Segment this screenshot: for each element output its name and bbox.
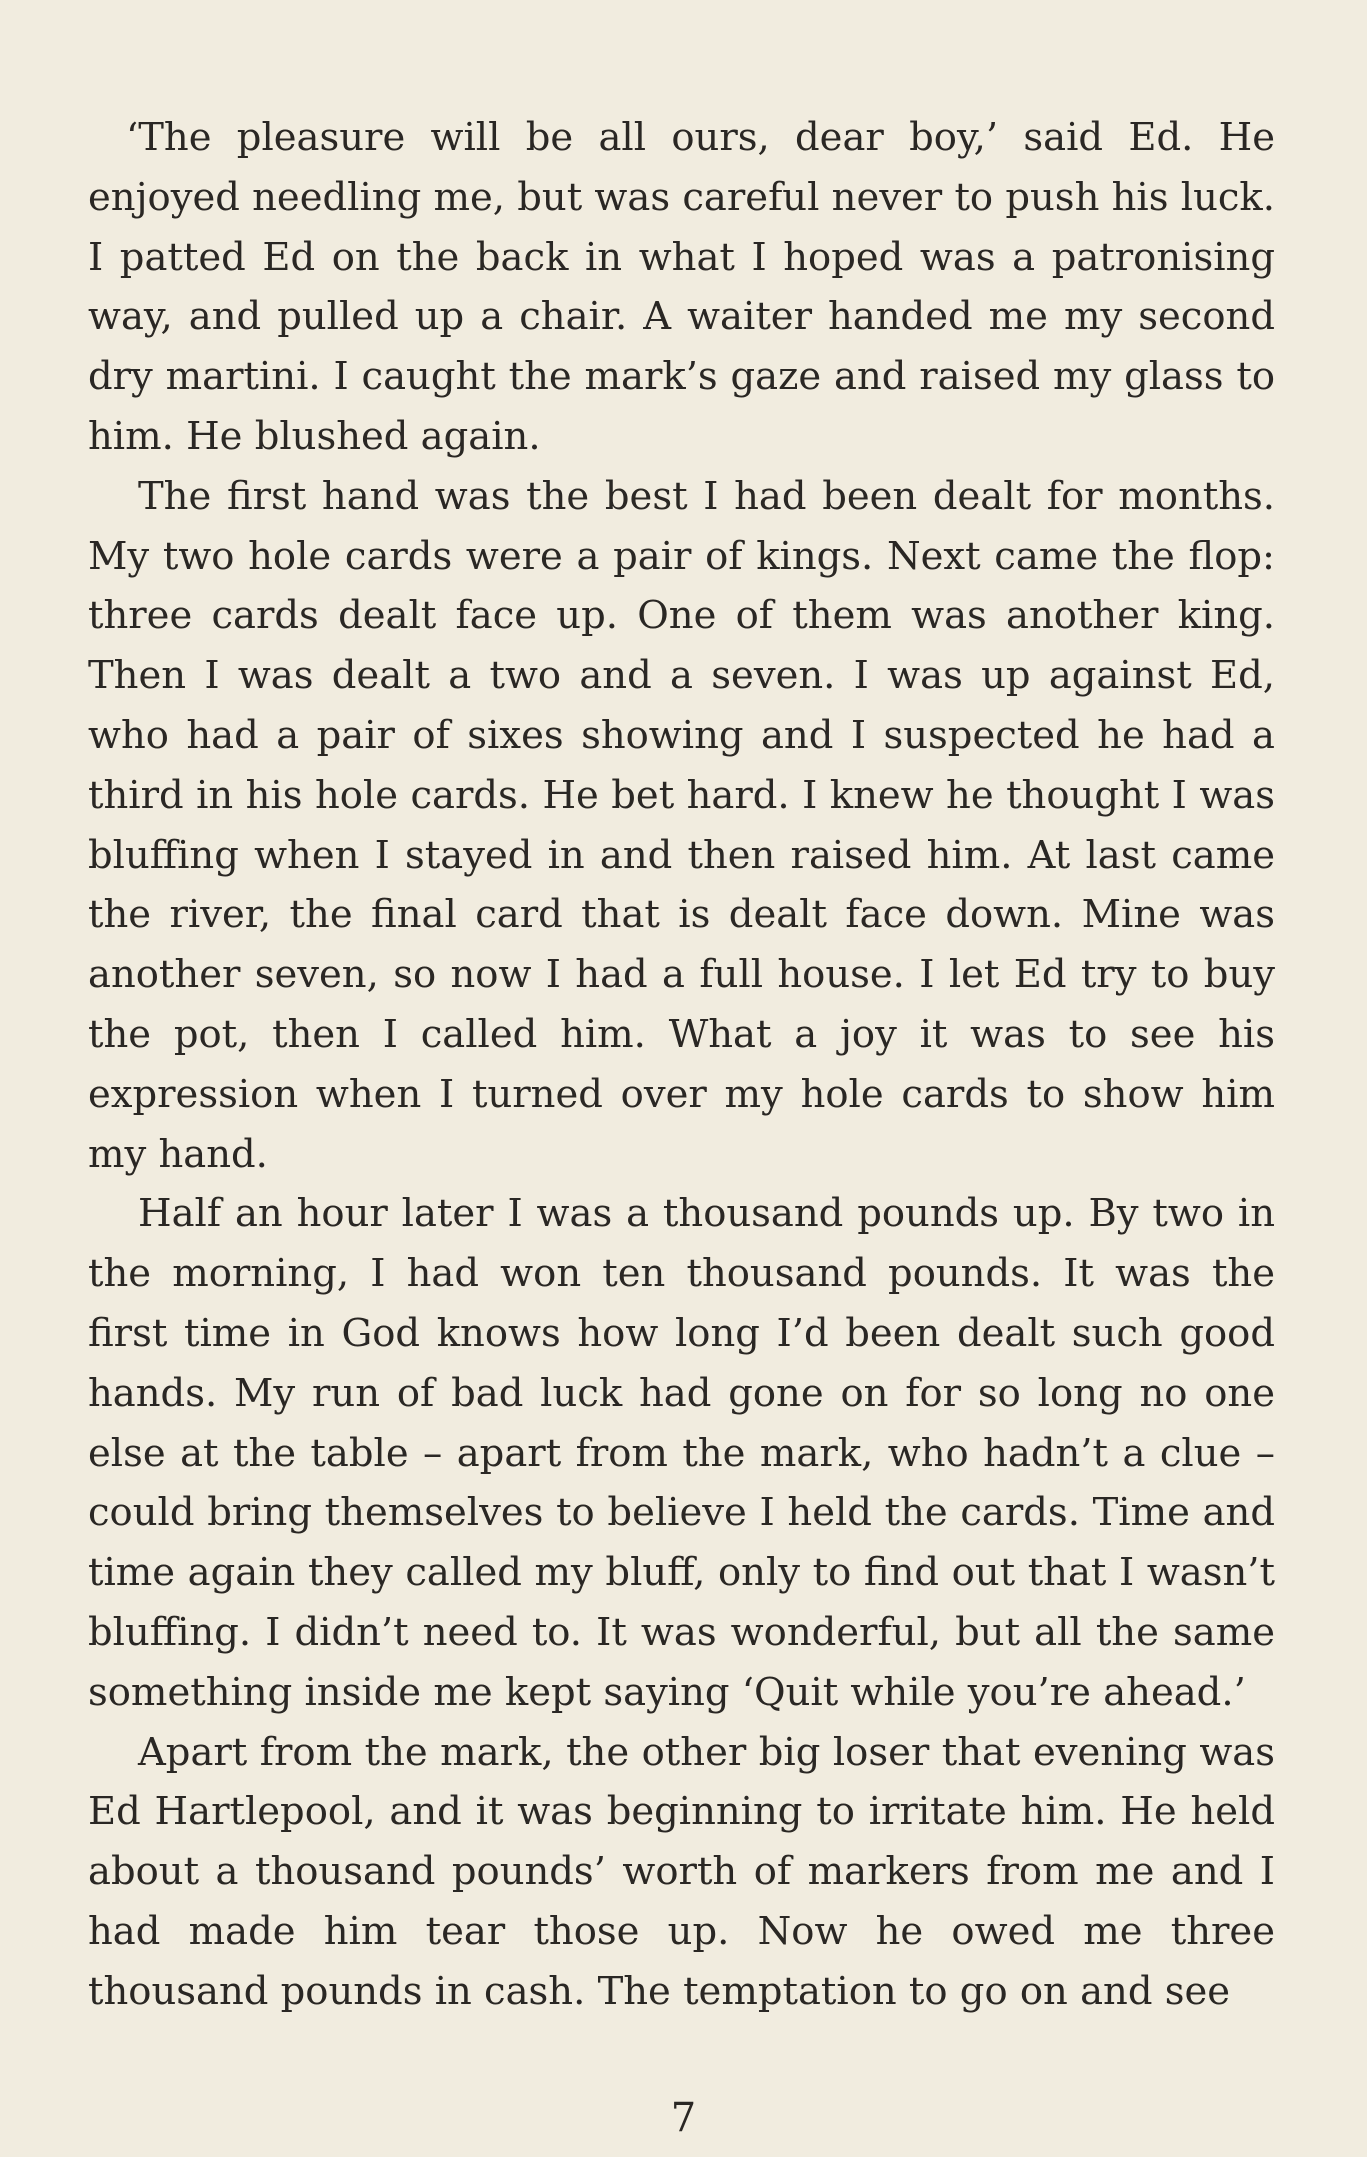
paragraph-2: The first hand was the best I had been dealt for months. My two hole cards were a pair of kings. Next came the flop: three cards dealt face up. One of them was another king. Then I was dealt a two and a seven. I was up against Ed, who had a pair of sixes showing and I suspected he had a third in his hole cards. He bet hard. I knew he thought I was bluffing when I stayed in and then raised him. At last came the river, the final card that is dealt face down. Mine was another seven, so now I had a full house. I let Ed try to buy the pot, then I called him. What a joy it was to see his expression when I turned over my hole cards to show him my hand.	[88, 473, 1275, 1177]
body-text	[88, 108, 1275, 2022]
paragraph-3: Half an hour later I was a thousand pounds up. By two in the morning, I had won ten thousand pounds. It was the first time in God knows how long I’d been dealt such good hands. My run of bad luck had gone on for so long no one else at the table – apart from the mark, who hadn’t a clue – could bring themselves to believe I held the cards. Time and time again they called my bluff, only to find out that I wasn’t bluffing. I didn’t need to. It was wonderful, but all the same something inside me kept saying ‘Quit while you’re ahead.’	[88, 1191, 1275, 1715]
paragraph-1: ‘The pleasure will be all ours, dear boy,’ said Ed. He enjoyed needling me, but was careful never to push his luck. I patted Ed on the back in what I hoped was a patronising way, and pulled up a chair. A waiter handed me my second dry martini. I caught the mark’s gaze and raised my glass to him. He blushed again.	[88, 115, 1275, 459]
paragraph-4: Apart from the mark, the other big loser that evening was Ed Hartlepool, and it was beginning to irritate him. He held about a thousand pounds’ worth of markers from me and I had made him tear those up. Now he owed me three thousand pounds in cash. The temptation to go on and see	[88, 1729, 1275, 2014]
page-number: 7	[670, 2095, 697, 2141]
